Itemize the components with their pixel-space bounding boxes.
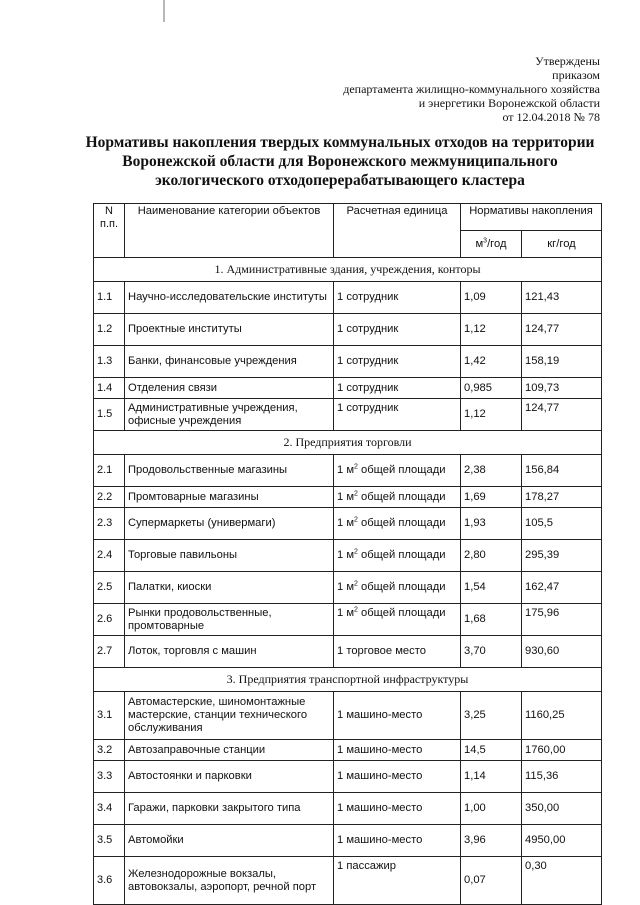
row-m3-value: 14,5 (461, 740, 522, 761)
row-m3-value: 1,69 (461, 487, 522, 508)
header-unit: Расчетная единица (334, 204, 461, 258)
row-unit: 1 $м^2$ общей площади (334, 487, 461, 508)
row-kg-value: 175,96 (522, 604, 602, 636)
table-row (94, 455, 602, 487)
row-number: 3.6 (94, 857, 125, 905)
row-category: Автомойки (125, 825, 334, 857)
row-category: Торговые павильоны (125, 540, 334, 572)
row-category: Автомастерские, шиномонтажные мастерские, станции технического обслуживания (125, 692, 334, 740)
title-line: Нормативы накопления твердых коммунальных отходов на территории (85, 134, 595, 151)
header-kg-per-year: кг/год (522, 231, 602, 258)
norms-table (93, 203, 602, 905)
row-number: 2.6 (94, 604, 125, 636)
table-row (94, 604, 602, 636)
header-number: N п.п. (94, 204, 125, 258)
row-unit: 1 сотрудник (334, 346, 461, 378)
row-kg-value: 1760,00 (522, 740, 602, 761)
approval-block (343, 54, 600, 124)
row-m3-value: 1,12 (461, 399, 522, 431)
row-unit: 1 сотрудник (334, 314, 461, 346)
row-category: Палатки, киоски (125, 572, 334, 604)
row-kg-value: 124,77 (522, 314, 602, 346)
row-m3-value: 1,68 (461, 604, 522, 636)
row-kg-value: 124,77 (522, 399, 602, 431)
row-unit: 1 $м^2$ общей площади (334, 604, 461, 636)
row-category: Отделения связи (125, 378, 334, 399)
row-category: Проектные институты (125, 314, 334, 346)
row-m3-value: 1,14 (461, 761, 522, 793)
table-row (94, 314, 602, 346)
row-number: 2.4 (94, 540, 125, 572)
row-m3-value: 0,07 (461, 857, 522, 905)
table-row (94, 761, 602, 793)
row-category: Рынки продовольственные, промтоварные (125, 604, 334, 636)
section-title: 2. Предприятия торговли (94, 431, 602, 455)
row-number: 1.3 (94, 346, 125, 378)
row-number: 1.4 (94, 378, 125, 399)
row-number: 3.1 (94, 692, 125, 740)
document-title (60, 133, 620, 190)
section-header-row (94, 431, 602, 455)
row-m3-value: 1,09 (461, 282, 522, 314)
row-number: 2.5 (94, 572, 125, 604)
row-unit: 1 машино-место (334, 761, 461, 793)
row-number: 2.3 (94, 508, 125, 540)
table-row (94, 692, 602, 740)
row-kg-value: 350,00 (522, 793, 602, 825)
table-row (94, 399, 602, 431)
row-kg-value: 4950,00 (522, 825, 602, 857)
row-m3-value: 3,70 (461, 636, 522, 668)
row-kg-value: 115,36 (522, 761, 602, 793)
row-category: Супермаркеты (универмаги) (125, 508, 334, 540)
row-unit: 1 машино-место (334, 825, 461, 857)
row-unit: 1 машино-место (334, 692, 461, 740)
table-row (94, 508, 602, 540)
row-category: Железнодорожные вокзалы, автовокзалы, аэропорт, речной порт (125, 857, 334, 905)
row-unit: 1 машино-место (334, 740, 461, 761)
row-category: Банки, финансовые учреждения (125, 346, 334, 378)
row-category: Гаражи, парковки закрытого типа (125, 793, 334, 825)
row-category: Научно-исследовательские институты (125, 282, 334, 314)
table-row (94, 857, 602, 905)
row-number: 2.7 (94, 636, 125, 668)
row-kg-value: 178,27 (522, 487, 602, 508)
row-unit: 1 $м^2$ общей площади (334, 572, 461, 604)
approval-line: Утверждены (535, 54, 600, 68)
row-number: 1.1 (94, 282, 125, 314)
row-kg-value: 0,30 (522, 857, 602, 905)
row-kg-value: 109,73 (522, 378, 602, 399)
row-unit: 1 $м^2$ общей площади (334, 455, 461, 487)
row-unit: 1 сотрудник (334, 282, 461, 314)
table-row (94, 540, 602, 572)
row-m3-value: 3,96 (461, 825, 522, 857)
approval-line: департамента жилищно-коммунального хозяйства (343, 82, 600, 96)
table-row (94, 282, 602, 314)
row-number: 3.2 (94, 740, 125, 761)
row-m3-value: 3,25 (461, 692, 522, 740)
row-category: Административные учреждения, офисные учреждения (125, 399, 334, 431)
row-kg-value: 162,47 (522, 572, 602, 604)
section-header-row (94, 258, 602, 282)
row-kg-value: 158,19 (522, 346, 602, 378)
row-category: Автостоянки и парковки (125, 761, 334, 793)
header-category: Наименование категории объектов (125, 204, 334, 258)
row-unit: 1 сотрудник (334, 399, 461, 431)
row-m3-value: 0,985 (461, 378, 522, 399)
table-body (94, 258, 602, 905)
row-unit: 1 $м^2$ общей площади (334, 508, 461, 540)
title-line: Воронежской области для Воронежского межмуниципального (122, 153, 558, 170)
table-row (94, 636, 602, 668)
table-row (94, 378, 602, 399)
row-m3-value: 1,00 (461, 793, 522, 825)
row-kg-value: 930,60 (522, 636, 602, 668)
table-row (94, 740, 602, 761)
row-m3-value: 2,38 (461, 455, 522, 487)
header-m3-per-year: $м^3$/год (461, 231, 522, 258)
row-kg-value: 295,39 (522, 540, 602, 572)
row-kg-value: 121,43 (522, 282, 602, 314)
approval-line: и энергетики Воронежской области (418, 96, 600, 110)
row-number: 2.2 (94, 487, 125, 508)
approval-line: от 12.04.2018 № 78 (502, 110, 600, 124)
row-m3-value: 2,80 (461, 540, 522, 572)
section-title: 1. Административные здания, учреждения, конторы (94, 258, 602, 282)
row-number: 3.3 (94, 761, 125, 793)
section-title: 3. Предприятия транспортной инфраструктуры (94, 668, 602, 692)
row-category: Лоток, торговля с машин (125, 636, 334, 668)
section-header-row (94, 668, 602, 692)
table-row (94, 572, 602, 604)
row-number: 2.1 (94, 455, 125, 487)
table-row (94, 825, 602, 857)
row-unit: 1 сотрудник (334, 378, 461, 399)
approval-line: приказом (552, 68, 600, 82)
row-unit: 1 пассажир (334, 857, 461, 905)
table-row (94, 346, 602, 378)
row-number: 3.5 (94, 825, 125, 857)
row-number: 1.5 (94, 399, 125, 431)
row-kg-value: 156,84 (522, 455, 602, 487)
row-number: 1.2 (94, 314, 125, 346)
row-m3-value: 1,54 (461, 572, 522, 604)
row-category: Промтоварные магазины (125, 487, 334, 508)
row-unit: 1 $м^2$ общей площади (334, 540, 461, 572)
row-m3-value: 1,12 (461, 314, 522, 346)
row-category: Продовольственные магазины (125, 455, 334, 487)
header-norms: Нормативы накопления (461, 204, 602, 231)
title-line: экологического отходоперерабатывающего кластера (155, 172, 525, 189)
scan-edge-mark (163, 0, 165, 22)
table-row (94, 487, 602, 508)
row-number: 3.4 (94, 793, 125, 825)
row-category: Автозаправочные станции (125, 740, 334, 761)
row-m3-value: 1,42 (461, 346, 522, 378)
row-m3-value: 1,93 (461, 508, 522, 540)
row-kg-value: 1160,25 (522, 692, 602, 740)
table-row (94, 793, 602, 825)
row-kg-value: 105,5 (522, 508, 602, 540)
row-unit: 1 машино-место (334, 793, 461, 825)
row-unit: 1 торговое место (334, 636, 461, 668)
